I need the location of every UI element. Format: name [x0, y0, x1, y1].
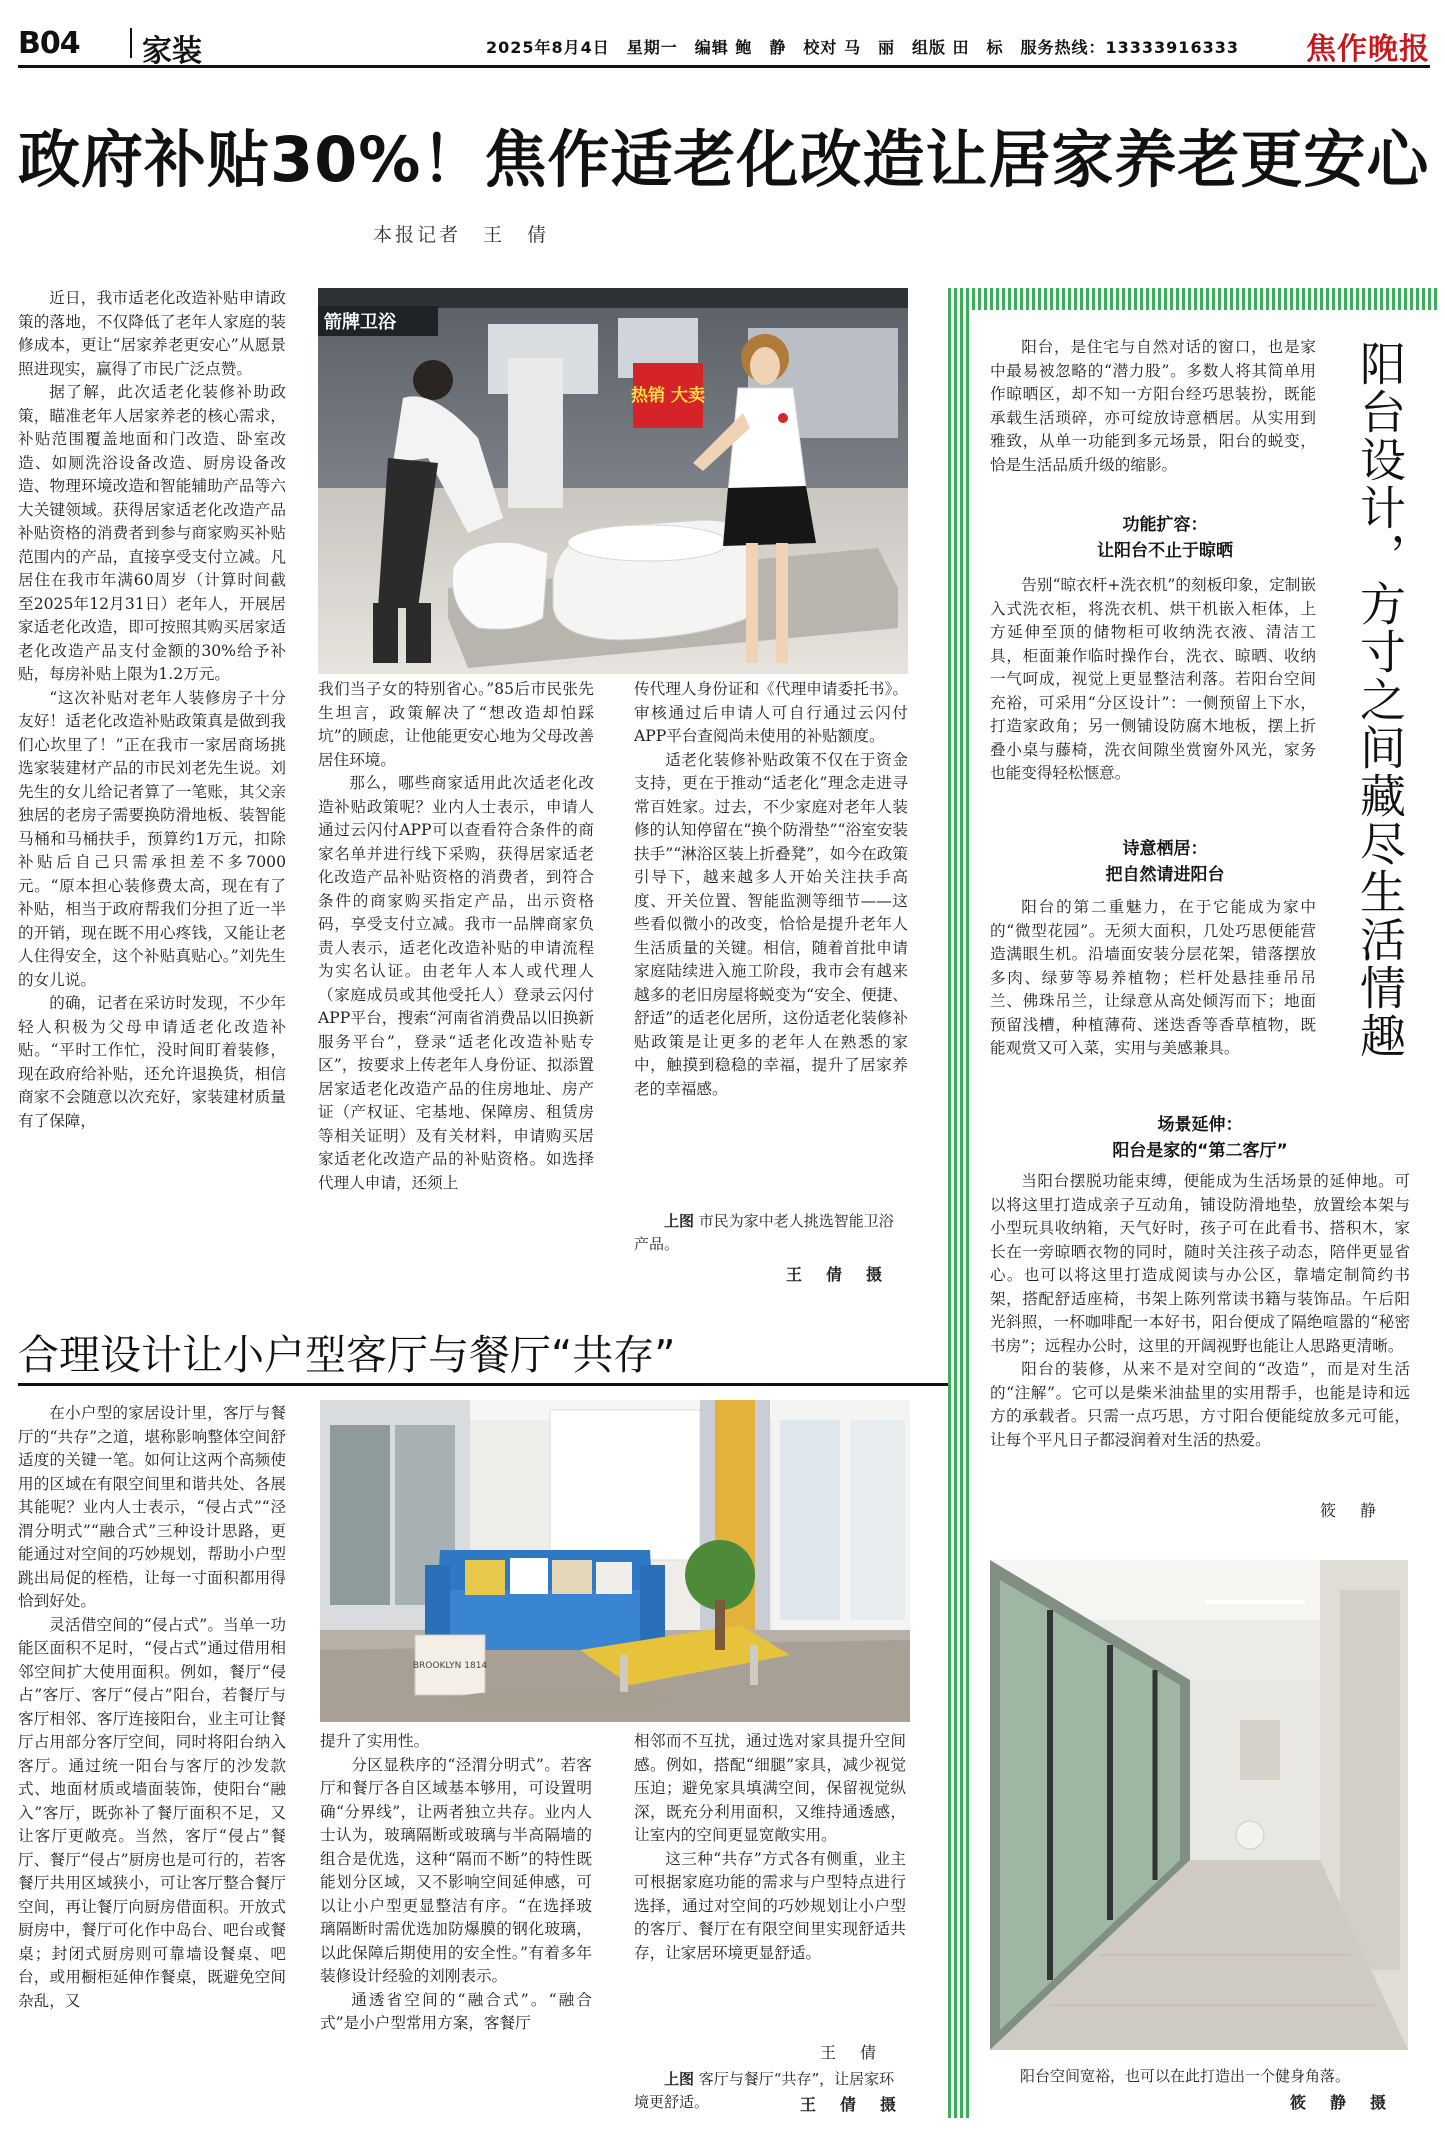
paragraph: 告别“晾衣杆+洗衣机”的刻板印象，定制嵌入式洗衣柜，将洗衣机、烘干机嵌入柜体，上方延伸至顶的储物柜可收纳洗衣液、清洁工具，柜面兼作临时操作台，洗衣、晾晒、收纳一气呵成，视觉上更显整洁利落。若阳台空间充裕，可采用“分区设计”：一侧预留上下水，打造家政角；另一侧铺设防腐木地板，摆上折叠小桌与藤椅，洗衣间隙坐赏窗外风光，家务也能变得轻松惬意。	[990, 576, 1316, 782]
article2-col2	[320, 1730, 592, 2125]
article1-col1	[18, 287, 286, 1305]
paragraph: “这次补贴对老年人装修房子十分友好！适老化改造补贴政策真是做到我们心坎里了！”正在我市一家居商场挑选家装建材产品的市民刘老先生说。刘先生的女儿给记者算了一笔账，其父亲独居的老房子需要换防滑地板、装智能马桶和马桶扶手，预算约1万元，扣除补贴后自己只需承担差不多7000元。“原本担心装修费太高，现在有了补贴，相当于政府帮我们分担了近一半的开销，现在既不用心疼钱，又能让老人住得安全，这个补贴真贴心。”刘先生的女儿说。	[18, 688, 286, 989]
section-heading	[990, 512, 1340, 564]
header-meta: 2025年8月4日 星期一 编辑 鲍 静 校对 马 丽 组版 田 标 服务热线：13333916333	[486, 38, 1239, 57]
paragraph: 那么，哪些商家适用此次适老化改造补贴政策呢？业内人士表示，申请人通过云闪付APP可以查看符合条件的商家名单并进行线下采购，获得居家适老化改造产品补贴资格的消费者，到符合条件的商家购买指定产品，出示资格码，享受支付立减。我市一品牌商家负责人表示，适老化改造补贴的申请流程为实名认证。由老年人本人或代理人（家庭成员或其他受托人）登录云闪付APP平台，搜索“河南省消费品以旧换新服务平台”，登录“适老化改造补贴专区”，按要求上传老年人身份证、拟添置居家适老化改造产品的住房地址、房产证（产权证、宅基地、保障房、租赁房等相关证明）及有关材料，申请购买居家适老化改造产品的补贴资格。如选择代理人申请，还须上	[318, 774, 594, 1192]
article3-intro	[990, 336, 1316, 508]
photo3-credit: 筱 静 摄	[1290, 2090, 1390, 2113]
store-sign-text: 箭牌卫浴	[324, 312, 396, 333]
page-number: B04	[18, 26, 80, 61]
paragraph: 通透省空间的“融合式”。“融合式”是小户型常用方案，客餐厅	[320, 1990, 592, 2032]
section-heading-line1: 诗意栖居：	[1122, 839, 1208, 859]
paragraph: 近日，我市适老化改造补贴申请政策的落地，不仅降低了老年人家庭的装修成本，更让“居家养老更安心”从愿景照进现实，赢得了市民广泛点赞。	[18, 289, 286, 378]
page-header	[18, 24, 1430, 68]
paragraph: 传代理人身份证和《代理申请委托书》。审核通过后申请人可自行通过云闪付APP平台查阅尚未使用的补贴额度。	[634, 680, 908, 745]
article3-section1	[990, 574, 1316, 832]
paragraph: 阳台的第二重魅力，在于它能成为家中的“微型花园”。无须大面积，几处巧思便能营造满眼生机。沿墙面安装分层花架，错落摆放多肉、绿萝等易养植物；栏杆处悬挂垂吊吊兰、佛珠吊兰，让绿意从高处倾泻而下；地面预留浅槽，种植薄荷、迷迭香等香草植物，既能观赏又可入菜，实用与美感兼具。	[990, 898, 1316, 1057]
article3-author: 筱 静	[1320, 1501, 1381, 1520]
photo2-credit: 王 倩 摄	[800, 2092, 900, 2115]
caption-text: 客厅与餐厅“共存”，让居家环境更舒适。	[634, 2070, 895, 2111]
section-heading-line2: 阳台是家的“第二客厅”	[1112, 1141, 1288, 1161]
section-heading-line1: 场景延伸：	[1157, 1115, 1243, 1135]
section-heading	[990, 836, 1340, 888]
panel-border-left	[948, 288, 970, 2118]
section-heading-line1: 功能扩容：	[1122, 515, 1208, 535]
paragraph: 适老化装修补贴政策不仅在于资金支持，更在于推动“适老化”理念走进寻常百姓家。过去，不少家庭对老年人装修的认知停留在“换个防滑垫”“浴室安装扶手”“淋浴区装上折叠凳”，如今在政策引导下，越来越多人开始关注扶手高度、开关位置、智能监测等细节——这些看似微小的改变，恰恰是提升老年人生活质量的关键。相信，随着首批申请家庭陆续进入施工阶段，我市会有越来越多的老旧房屋将蜕变为“安全、便捷、舒适”的适老化居所，这份适老化装修补贴政策是让更多的老年人在熟悉的家中，触摸到稳稳的幸福，提升了居家养老的幸福感。	[634, 750, 908, 1098]
caption-text: 市民为家中老人挑选智能卫浴产品。	[634, 1212, 894, 1253]
section-heading	[990, 1112, 1410, 1164]
main-headline: 政府补贴30%！焦作适老化改造让居家养老更安心	[18, 123, 1430, 196]
paragraph: 这三种“共存”方式各有侧重，业主可根据家庭功能的需求与户型特点进行选择，通过对空间的巧妙规划让小户型的客厅、餐厅在有限空间里实现舒适共存，让家居环境更显舒适。	[634, 1849, 906, 1962]
paragraph: 阳台，是住宅与自然对话的窗口，也是家中最易被忽略的“潜力股”。多数人将其简单用作晾晒区，却不知一方阳台经巧思装扮，既能承载生活琐碎，亦可绽放诗意栖居。从实用到雅致，从单一功能到多元场景，阳台的蜕变，恰是生活品质升级的缩影。	[990, 338, 1316, 474]
byline: 本报记者 王 倩	[373, 224, 550, 246]
paragraph: 在小户型的家居设计里，客厅与餐厅的“共存”之道，堪称影响整体空间舒适度的关键一笔。如何让这两个高频使用的区域在有限空间里和谐共处、各展其能呢？业内人士表示，“侵占式”“泾渭分明式”“融合式”三种设计思路，更能通过对空间的巧妙规划，帮助小户型跳出局促的桎梏，让每一寸面积都用得恰到好处。	[18, 1404, 286, 1610]
article2-author: 王 倩	[820, 2043, 881, 2062]
ottoman-print: BROOKLYN 1814	[412, 1661, 488, 1671]
bathroom-shopping-photo	[318, 288, 908, 674]
photo3-caption: 阳台空间宽裕，也可以在此打造出一个健身角落。	[1020, 2067, 1351, 2085]
photo1-caption	[634, 1210, 908, 1256]
paragraph: 的确，记者在采访时发现，不少年轻人积极为父母申请适老化改造补贴。“平时工作忙，没时间盯着装修，现在政府给补贴，还允许退换货，相信商家不会随意以次充好，家装建材质量有了保障，	[18, 994, 286, 1130]
paragraph: 提升了实用性。	[320, 1732, 430, 1750]
balcony-photo	[990, 1560, 1408, 2050]
article3-section3	[990, 1170, 1410, 1520]
paragraph: 分区显秩序的“泾渭分明式”。若客厅和餐厅各自区域基本够用，可设置明确“分界线”，让两者独立共存。业内人士认为，玻璃隔断或玻璃与半高隔墙的组合是优选，这种“隔而不断”的特性既能划分区域，又不影响空间延伸感，可以让小户型更显整洁有序。“在选择玻璃隔断时需优选加防爆膜的钢化玻璃，以此保障后期使用的安全性。”有着多年装修设计经验的刘刚表示。	[320, 1755, 592, 1985]
section-heading-line2: 让阳台不止于晾晒	[1097, 541, 1233, 561]
section-heading-line2: 把自然请进阳台	[1105, 865, 1225, 885]
header-divider	[130, 28, 132, 58]
living-room-photo	[320, 1400, 910, 1722]
article3-title: 阳台设计，方寸之间藏尽生活情趣	[1353, 340, 1407, 1060]
article3-section2	[990, 896, 1316, 1112]
article2-col3	[634, 1730, 906, 2035]
photo1-credit: 王 倩 摄	[786, 1265, 887, 1284]
section-name: 家装	[142, 34, 202, 69]
paragraph: 灵活借空间的“侵占式”。当单一功能区面积不足时，“侵占式”通过借用相邻空间扩大使用面积。例如，餐厅“侵占”客厅、客厅“侵占”阳台，若餐厅与客厅相邻、客厅连接阳台，业主可让餐厅占用部分客厅空间，同时将阳台纳入客厅。通过统一阳台与客厅的沙发款式、地面材质或墙面装饰，使阳台“融入”客厅，既弥补了餐厅面积不足，又让客厅更敞亮。当然，客厅“侵占”餐厅、餐厅“侵占”厨房也是可行的，若客餐厅共用区域狭小，可让客厅整合餐厅空间，再让餐厅向厨房借面积。开放式厨房中，餐厅可化作中岛台、吧台或餐桌；封闭式厨房则可靠墙设餐桌、吧台，或用橱柜延伸作餐桌，既避免空间杂乱，又	[18, 1615, 286, 2010]
newspaper-logo: 焦作晚报	[1306, 32, 1430, 67]
paragraph: 我们当子女的特别省心。”85后市民张先生坦言，政策解决了“想改造却怕踩坑”的顾虑，让他能更安心地为父母改善居住环境。	[318, 680, 594, 769]
paragraph: 相邻而不互扰，通过选对家具提升空间感。例如，搭配“细腿”家具，减少视觉压迫；避免家具填满空间，保留视觉纵深，既充分利用面积，又维持通透感，让室内的空间更显宽敞实用。	[634, 1732, 906, 1844]
paragraph: 当阳台摆脱功能束缚，便能成为生活场景的延伸地。可以将这里打造成亲子互动角，铺设防滑地垫，放置绘本架与小型玩具收纳箱，天气好时，孩子可在此看书、搭积木，家长在一旁晾晒衣物的同时，随时关注孩子动态，陪伴更显省心。也可以将这里打造成阅读与办公区，靠墙定制简约书架，搭配舒适座椅，书架上陈列常读书籍与装饰品。午后阳光斜照，一杯咖啡配一本好书，阳台便成了隔绝喧嚣的“秘密书房”；远程办公时，这里的开阔视野也能让人思路更清晰。	[990, 1172, 1410, 1355]
caption-label: 上图	[664, 2070, 695, 2088]
caption-label: 上图	[664, 1212, 695, 1230]
paragraph: 阳台的装修，从来不是对空间的“改造”，而是对生活的“注解”。它可以是柴米油盐里的实用帮手，也能是诗和远方的承载者。只需一点巧思，方寸阳台便能绽放多元可能，让每个平凡日子都浸润着对生活的热爱。	[990, 1360, 1410, 1449]
article2-subhead: 合理设计让小户型客厅与餐厅“共存”	[18, 1331, 676, 1379]
subhead-rule	[18, 1383, 948, 1386]
paragraph: 据了解，此次适老化装修补助政策，瞄准老年人居家养老的核心需求，补贴范围覆盖地面和门改造、卧室改造、如厕洗浴设备改造、厨房设备改造、物理环境改造和智能辅助产品等六大关键领域。获得居家适老化改造产品补贴资格的消费者到参与商家购买补贴范围内的产品，直接享受支付立减。凡居住在我市年满60周岁（计算时间截至2025年12月31日）老年人，开展居家适老化改造，即可按照其购买居家适老化改造产品支付金额的30%给予补贴，每房补贴上限为1.2万元。	[18, 383, 286, 683]
promo-sign-text: 热销 大卖	[631, 386, 705, 406]
article1-col2	[318, 678, 594, 1305]
panel-border-top	[948, 288, 1440, 310]
article2-col1	[18, 1402, 286, 2127]
article1-col3	[634, 678, 908, 1208]
